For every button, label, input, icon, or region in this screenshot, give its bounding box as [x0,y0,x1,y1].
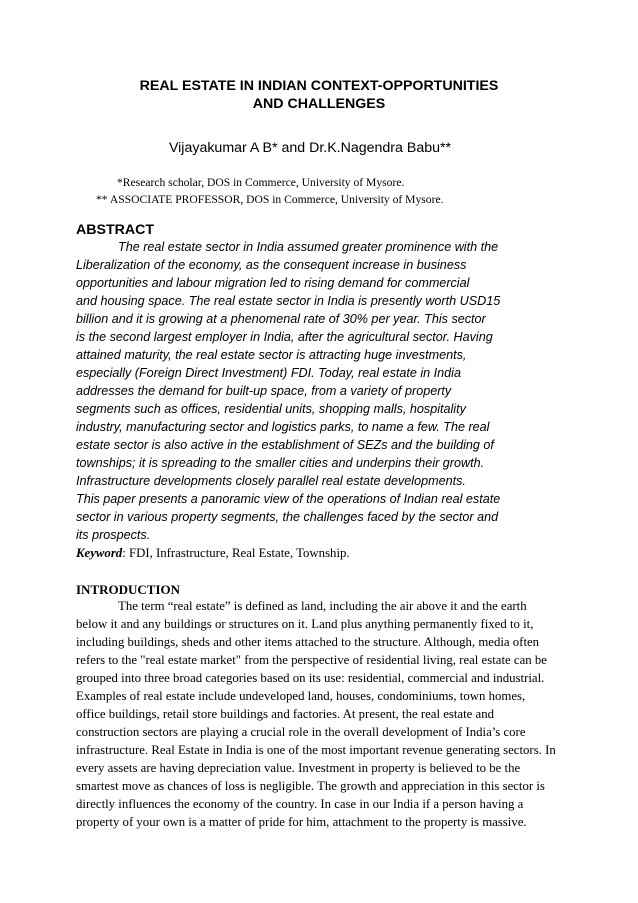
intro-line: property of your own is a matter of pride for him, attachment to the property is massive. [76,815,527,829]
intro-line: every assets are having depreciation value. Investment in property is believed to be the [76,761,521,775]
abstract-line: industry, manufacturing sector and logistics parks, to name a few. The real [76,420,490,434]
abstract-line: sector in various property segments, the challenges faced by the sector and [76,510,499,524]
abstract-line: especially (Foreign Direct Investment) FDI. Today, real estate in India [76,366,461,380]
intro-line: including buildings, sheds and other items attached to the structure. Although, media often [76,635,540,649]
abstract-line: Liberalization of the economy, as the consequent increase in business [76,258,467,272]
keywords-label: Keyword [76,546,123,560]
abstract-line: opportunities and labour migration led to rising demand for commercial [76,276,470,290]
paper-title-line-1: REAL ESTATE IN INDIAN CONTEXT-OPPORTUNITIES [139,78,499,94]
paper-title-line-2: AND CHALLENGES [252,96,386,112]
abstract-line: its prospects. [76,528,151,542]
affiliation-2: ** ASSOCIATE PROFESSOR, DOS in Commerce, University of Mysore. [96,193,444,206]
authors: Vijayakumar A B* and Dr.K.Nagendra Babu** [168,140,452,156]
intro-line: directly influences the economy of the country. In case in our India if a person having a [76,797,524,811]
abstract-line: addresses the demand for built-up space, from a variety of property [76,384,452,398]
intro-line: grouped into three broad categories based on its use: residential, commercial and industrial. [76,671,545,685]
abstract-line: townships; it is spreading to the smaller cities and underpins their growth. [76,456,485,470]
intro-line: below it and any buildings or structures on it. Land plus anything permanently fixed to it, [76,617,534,631]
abstract-line: billion and it is growing at a phenomenal rate of 30% per year. This sector [76,312,486,326]
abstract-line: estate sector is also active in the establishment of SEZs and the building of [76,438,494,452]
abstract-line: attained maturity, the real estate sector is attracting huge investments, [76,348,467,362]
intro-line: office buildings, retail store buildings and factories. At present, the real estate and [76,707,495,721]
intro-line: smartest move as chances of loss is negligible. The growth and appreciation in this sector is [76,779,545,793]
intro-line: refers to the "real estate market" from the perspective of residential living, real estate can be [76,653,547,667]
abstract-heading: ABSTRACT [76,222,155,238]
intro-line: Examples of real estate include undeveloped land, houses, condominiums, town homes, [76,689,526,703]
abstract-line: segments such as offices, residential units, shopping malls, hospitality [76,402,466,416]
intro-line: The term “real estate” is defined as land, including the air above it and the earth [118,599,527,613]
abstract-line: The real estate sector in India assumed greater prominence with the [118,240,499,254]
keywords [76,546,350,561]
abstract-line: and housing space. The real estate sector in India is presently worth USD15 [76,294,501,308]
intro-line: construction sectors are playing a crucial role in the overall development of India’s core [76,725,526,739]
intro-line: infrastructure. Real Estate in India is one of the most important revenue generating sectors. In [76,743,556,757]
abstract-line: This paper presents a panoramic view of the operations of Indian real estate [76,492,501,506]
keywords-text: : FDI, Infrastructure, Real Estate, Township. [122,546,350,560]
abstract-line: Infrastructure developments closely parallel real estate developments. [76,474,466,488]
abstract-line: is the second largest employer in India, after the agricultural sector. Having [76,330,493,344]
affiliation-1: *Research scholar, DOS in Commerce, University of Mysore. [117,176,405,189]
introduction-heading: INTRODUCTION [76,582,181,597]
